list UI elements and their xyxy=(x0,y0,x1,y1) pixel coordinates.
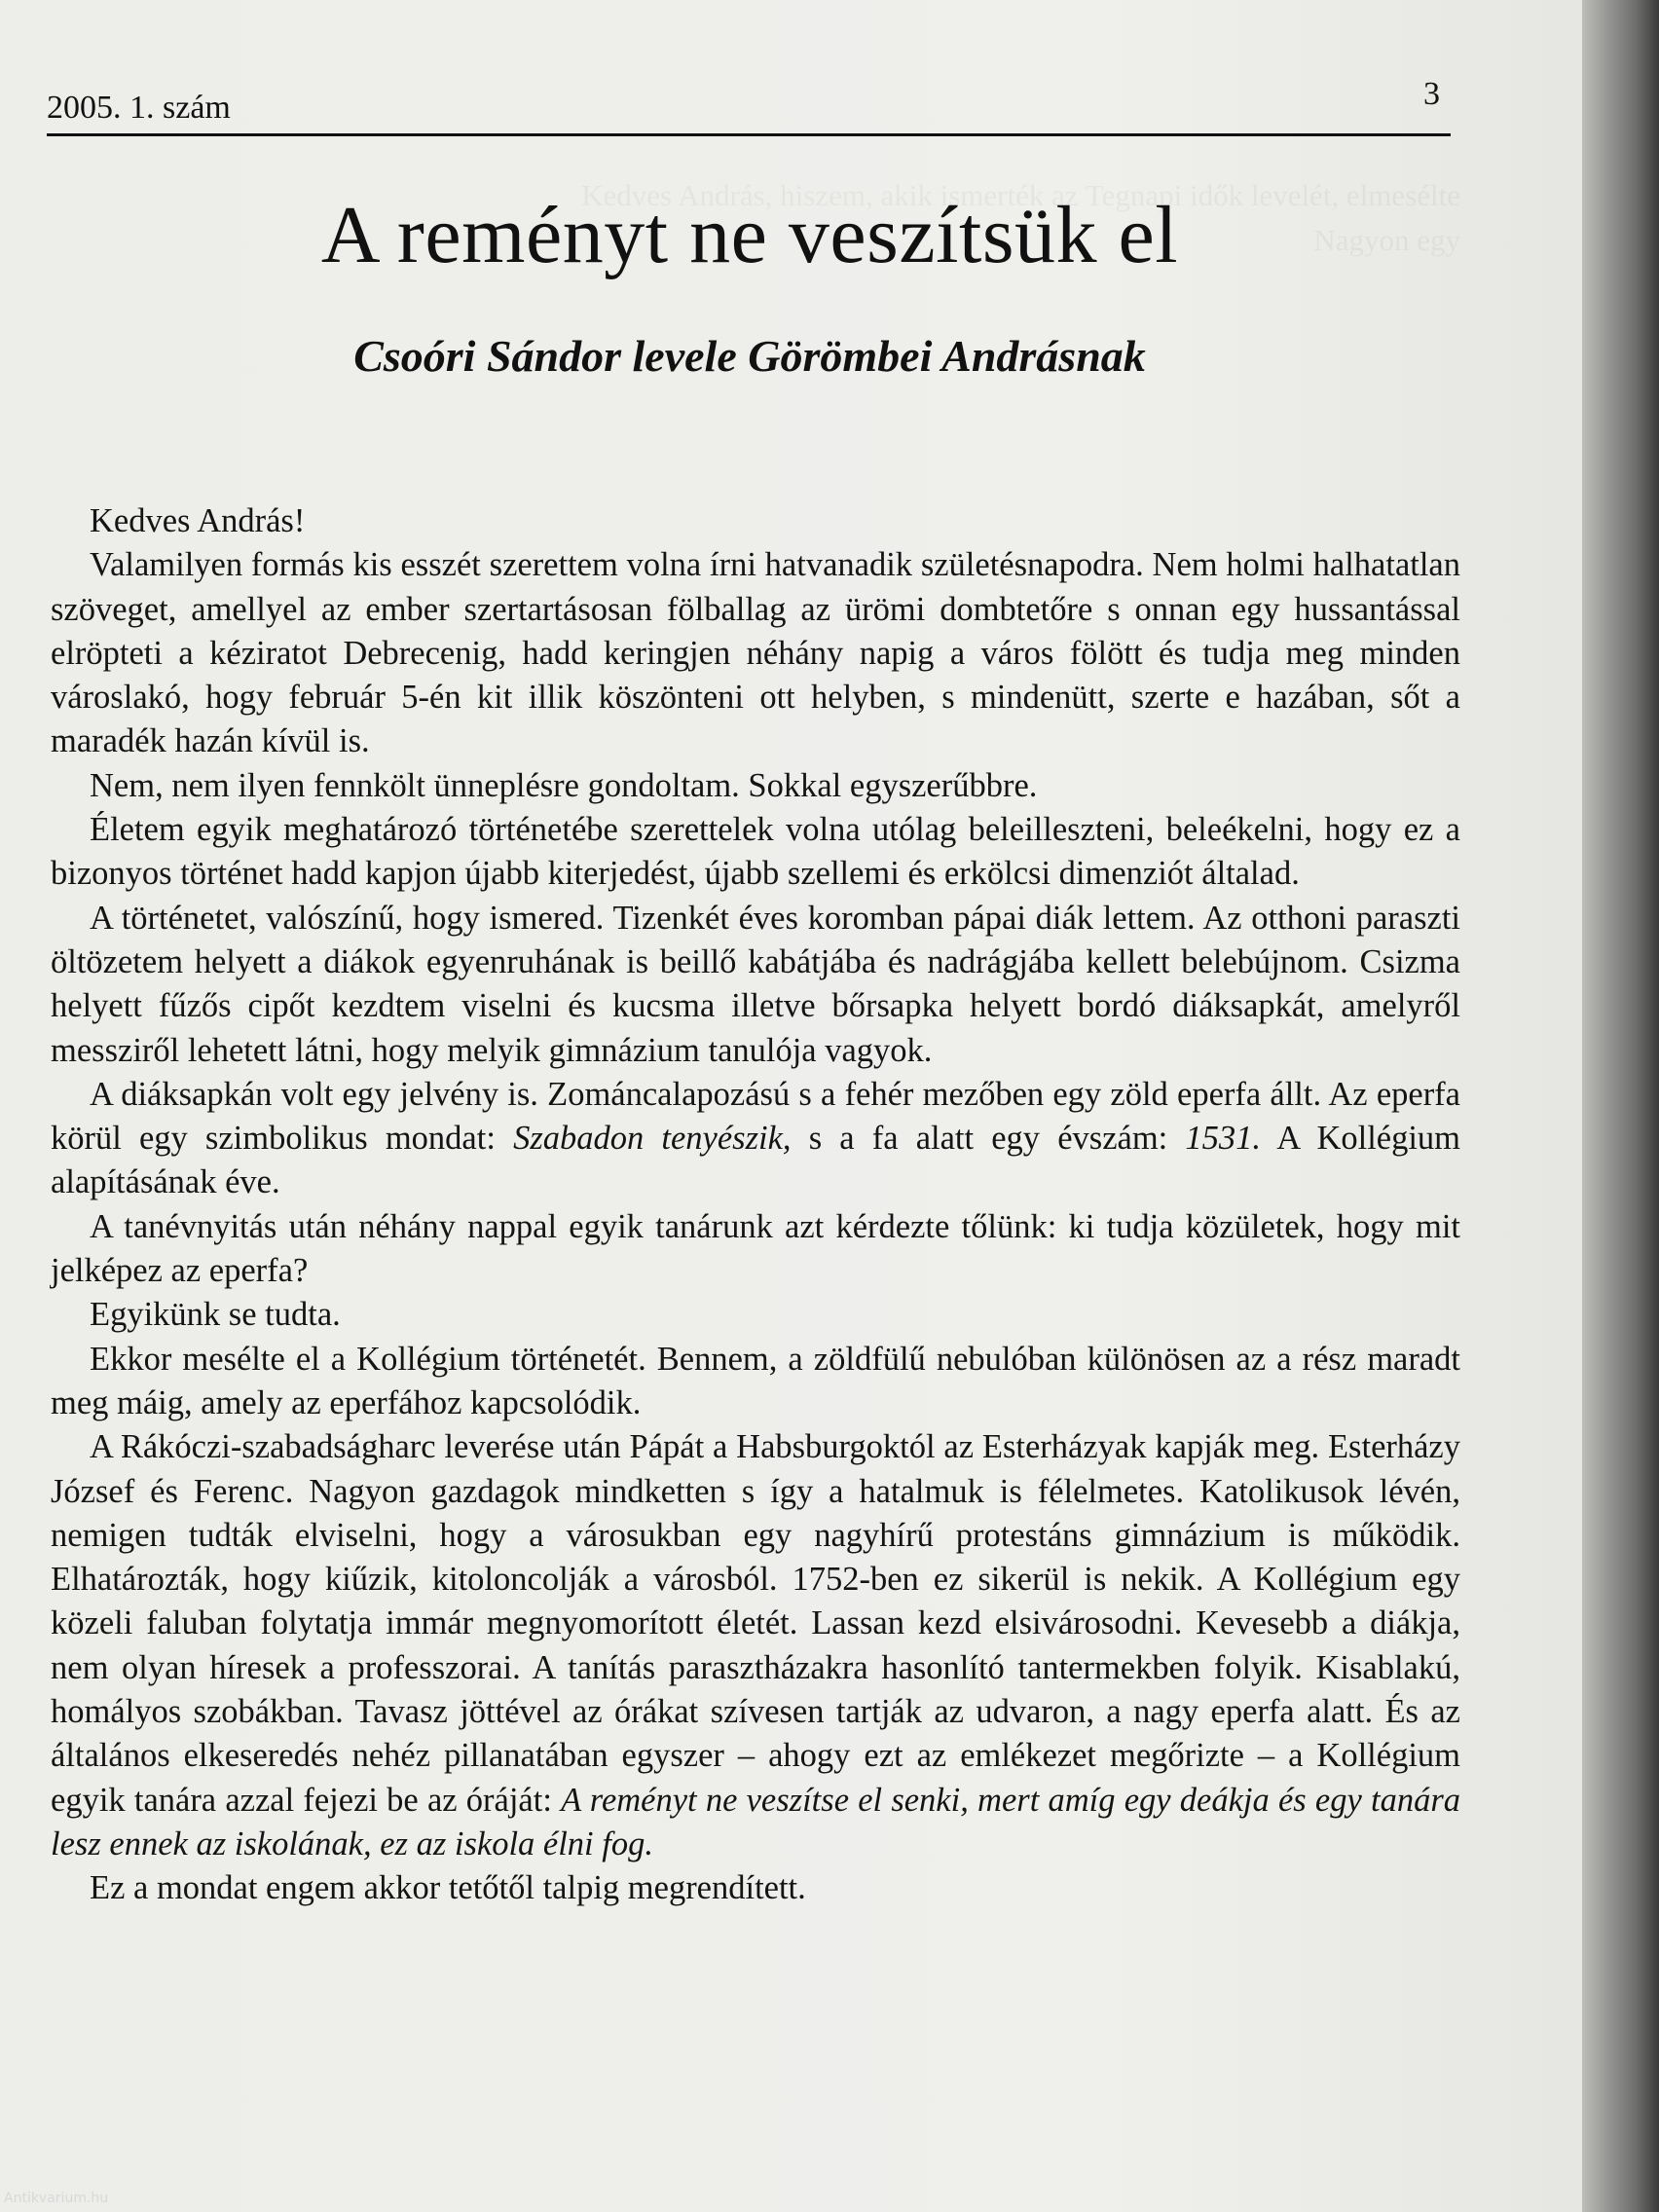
paragraph: A tanévnyitás után néhány nappal egyik tanárunk azt kérdezte tőlünk: ki tudja közületek, hogy mit jelképez az eperfa? xyxy=(51,1207,1460,1290)
paragraph: A történetet, valószínű, hogy ismered. Tizenkét éves koromban pápai diák lettem. Az otthoni paraszti öltözetem helyett a diákok egyenruhának is beillő kabátjába és nadrágjába kellett belebújnom. Csizma helyett fűzős cipőt kezdtem viselni és kucsma illetve bőrsapka helyett bordó diáksapkát, amelyről messziről lehetett látni, hogy melyik gimnázium tanulója vagyok. xyxy=(51,899,1460,1069)
page-edge-shadow xyxy=(1582,0,1659,2212)
paragraph: Ekkor mesélte el a Kollégium történetét. Bennem, a zöldfülű nebulóban különösen az a rész maradt meg máig, amely az eperfához kapcsolódik. xyxy=(51,1340,1460,1421)
salutation: Kedves András! xyxy=(90,502,306,539)
paragraph: Életem egyik meghatározó történetébe szerettelek volna utólag beleilleszteni, beleékelni, hogy ez a bizonyos történet hadd kapjon újabb kiterjedést, újabb szellemi és erkölcsi dimenziót általad. xyxy=(51,811,1460,893)
paragraph xyxy=(51,1073,1460,1205)
article-title: A reményt ne veszítsük el xyxy=(320,190,1179,280)
teacher-quote: A reményt ne veszítse el senki, mert amíg egy deákja és egy tanára lesz ennek az iskolának, ez az iskola élni fog. xyxy=(51,1781,1461,1862)
paragraph: Nem, nem ilyen fennkölt ünneplésre gondoltam. Sokkal egyszerűbbre. xyxy=(90,766,1038,804)
paragraph-text: A diáksapkán volt egy jelvény is. Zománcalapozású s a fehér mezőben egy zöld eperfa állt. Az eperfa körül egy szimbolikus mondat: xyxy=(51,1075,1460,1158)
paragraph-text: A Rákóczi-szabadságharc leverése után Pápát a Habsburgoktól az Esterházyak kapják meg. Esterházy József és Ferenc. Nagyon gazdagok mindketten s így a hatalmuk is félelmetes. Katolikusok lévén, nemigen tudták elviselni, hogy a városukban egy nagyhírű protestáns gimnázium is működik. Elhatározták, hogy kiűzik, kitoloncolják a városból. 1752-ben ez sikerül is nekik. A Kollégium egy közeli faluban folytatja immár megnyomorított életét. Lassan kezd elsivárosodni. Kevesebb a diákja, nem olyan híresek a professzorai. A tanítás parasztházakra hasonlító tantermekben folyik. Kisablakú, homályos szobákban. Tavasz jöttével az órákat szívesen tartják az udvaron, a nagy eperfa alatt. És az általános elkeseredés nehéz pillanatában egyszer – ahogy ezt az emlékezet megőrizte – a Kollégium egyik tanára azzal fejezi be az óráját: xyxy=(51,1428,1460,1819)
page-number: 3 xyxy=(1423,76,1440,112)
paragraph-text: A Kollégium alapításának éve. xyxy=(51,1120,1461,1201)
paragraph: Egyikünk se tudta. xyxy=(90,1296,341,1334)
paragraph-text: s a fa alatt egy évszám: xyxy=(808,1120,1168,1158)
founding-year: 1531. xyxy=(1185,1120,1262,1158)
issue-number: 2005. 1. szám xyxy=(47,90,231,126)
article-body xyxy=(51,499,1460,1911)
header-rule xyxy=(47,133,1451,136)
watermark: Antikvarium.hu xyxy=(4,2191,109,2206)
paragraph: Valamilyen formás kis esszét szerettem volna írni hatvanadik születésnapodra. Nem holmi halhatatlan szöveget, amellyel az ember szertartásosan fölballag az ürömi dombtetőre s onnan egy hussantással elröpteti a kéziratot Debrecenig, hadd keringjen néhány napig a város fölött és tudja meg minden városlakó, hogy február 5-én kit illik köszönteni ott helyben, s mindenütt, szerte e hazában, sőt a maradék hazán kívül is. xyxy=(51,546,1460,760)
paragraph xyxy=(51,1425,1460,1866)
motto-quote: Szabadon tenyészik, xyxy=(513,1120,792,1158)
paragraph: Ez a mondat engem akkor tetőtől talpig megrendített. xyxy=(90,1869,806,1907)
article-subtitle: Csoóri Sándor levele Görömbei Andrásnak xyxy=(353,331,1146,381)
